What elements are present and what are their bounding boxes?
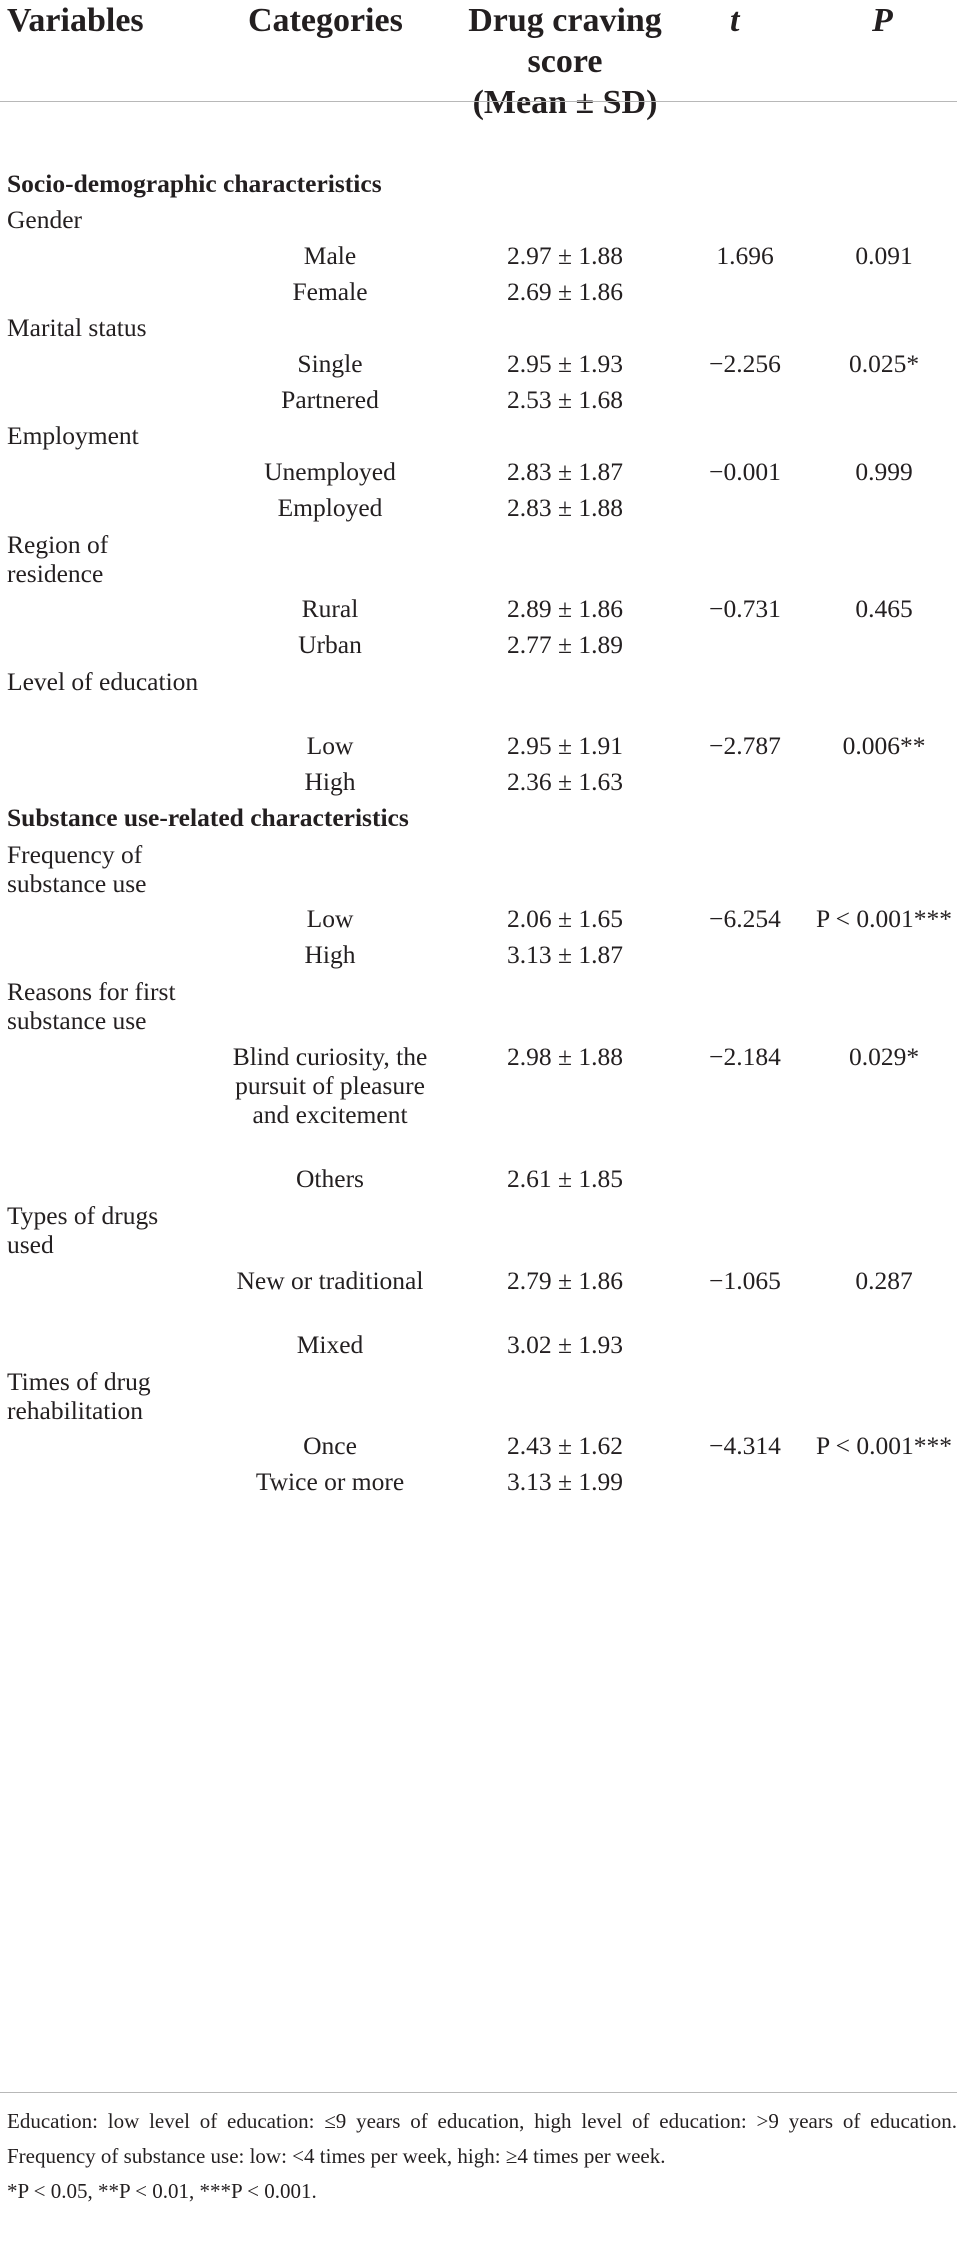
table-row [0,237,971,273]
variable-row [0,1196,971,1261]
header-score-line3: (Mean ± SD) [472,84,658,121]
variable-row [0,1362,971,1427]
table-row [0,1160,971,1196]
variable-name: Marital status [7,313,147,342]
table-row [0,273,971,309]
header-score-line2: score [527,43,603,80]
score-cell: 2.53 ± 1.68 [507,385,623,414]
category-cell: Mixed [296,1330,364,1359]
score-cell: 2.89 ± 1.86 [507,594,623,623]
table-row [0,345,971,381]
t-value-cell: −4.314 [709,1431,781,1460]
variable-name: Gender [7,205,83,234]
category-cell: Male [303,241,357,270]
score-cell: 2.95 ± 1.91 [507,731,623,760]
score-cell: 2.83 ± 1.88 [507,493,623,522]
variable-name: Level of education [7,667,199,696]
table-row [0,489,971,525]
variable-name: Employment [7,421,139,450]
p-value-cell: P < 0.001*** [816,904,952,933]
table-row [0,381,971,417]
category-cell: Unemployed [264,457,396,486]
category-cell: Urban [298,630,362,659]
table-header [0,0,971,145]
table-row [0,936,971,972]
table-body [0,165,971,1499]
header-score [450,0,680,123]
table-row [0,1261,971,1326]
header-variables: Variables [7,2,144,39]
p-value-cell: 0.999 [855,457,913,486]
t-value-cell: −2.787 [709,731,781,760]
category-cell: Rural [301,594,359,623]
score-cell: 2.77 ± 1.89 [507,630,623,659]
variable-row [0,309,971,345]
score-cell: 2.06 ± 1.65 [507,904,623,933]
category-cell: Low [306,731,354,760]
category-cell: Twice or more [255,1467,405,1496]
section-row [0,799,971,835]
t-value-cell: −6.254 [709,904,781,933]
score-cell: 2.43 ± 1.62 [507,1431,623,1460]
variable-name: Region of residence [7,530,109,588]
header-t: t [730,2,740,39]
table-row [0,1463,971,1499]
variable-row [0,835,971,900]
t-value-cell: −2.256 [709,349,781,378]
bottom-rule [0,2092,957,2093]
p-value-cell: P < 0.001*** [816,1431,952,1460]
t-value-cell: −0.001 [709,457,781,486]
score-cell: 3.13 ± 1.87 [507,940,623,969]
variable-row [0,662,971,727]
category-cell: New or traditional [236,1266,424,1295]
table-footnote [7,2104,957,2209]
category-cell: Partnered [281,385,379,414]
score-cell: 2.61 ± 1.85 [507,1164,623,1193]
p-value-cell: 0.287 [855,1266,913,1295]
table-row [0,1427,971,1463]
section-heading: Socio-demographic characteristics [7,169,382,198]
t-value-cell: 1.696 [716,241,774,270]
variable-row [0,201,971,237]
p-value-cell: 0.025* [848,349,920,378]
category-cell: Others [296,1164,364,1193]
p-value-cell: 0.465 [855,594,913,623]
category-cell: Employed [277,493,383,522]
category-cell: High [304,940,356,969]
score-cell: 2.97 ± 1.88 [507,241,623,270]
header-categories: Categories [248,2,403,39]
t-value-cell: −1.065 [709,1266,781,1295]
score-cell: 2.69 ± 1.86 [507,277,623,306]
variable-name: Types of drugs used [7,1201,159,1259]
variable-row [0,417,971,453]
score-cell: 2.36 ± 1.63 [507,767,623,796]
table-row [0,590,971,626]
section-row [0,165,971,201]
category-cell: Once [303,1431,357,1460]
t-value-cell: −2.184 [709,1042,781,1071]
footnote-significance: *P < 0.05, **P < 0.01, ***P < 0.001. [7,2179,317,2203]
score-cell: 3.13 ± 1.99 [507,1467,623,1496]
table-row [0,763,971,799]
variable-row [0,972,971,1037]
t-value-cell: −0.731 [709,594,781,623]
variable-name: Frequency of substance use [7,840,147,898]
table-row [0,727,971,763]
score-cell: 2.95 ± 1.93 [507,349,623,378]
category-cell: Low [306,904,354,933]
section-heading: Substance use-related characteristics [7,803,409,832]
score-cell: 2.79 ± 1.86 [507,1266,623,1295]
score-cell: 2.83 ± 1.87 [507,457,623,486]
p-value-cell: 0.091 [855,241,913,270]
table-row [0,1037,971,1160]
table-row [0,453,971,489]
table-row [0,1326,971,1362]
category-cell: Female [292,277,368,306]
variable-name: Reasons for first substance use [7,977,176,1035]
header-p: P [872,2,893,39]
variable-row [0,525,971,590]
p-value-cell: 0.029* [848,1042,920,1071]
variable-name: Times of drug rehabilitation [7,1367,151,1425]
table-row [0,626,971,662]
footnote-definitions: Education: low level of education: ≤9 years of education, high level of education: >9 years of education. Frequency of substance use: low: <4 times per week, high: ≥4 times per week. [7,2109,957,2168]
header-rule [0,101,957,102]
category-cell: Blind curiosity, the pursuit of pleasure and excitement [232,1042,428,1129]
category-cell: High [304,767,356,796]
score-cell: 3.02 ± 1.93 [507,1330,623,1359]
p-value-cell: 0.006** [842,731,926,760]
table-row [0,900,971,936]
score-cell: 2.98 ± 1.88 [507,1042,623,1071]
header-score-line1: Drug craving [468,2,662,39]
category-cell: Single [297,349,363,378]
